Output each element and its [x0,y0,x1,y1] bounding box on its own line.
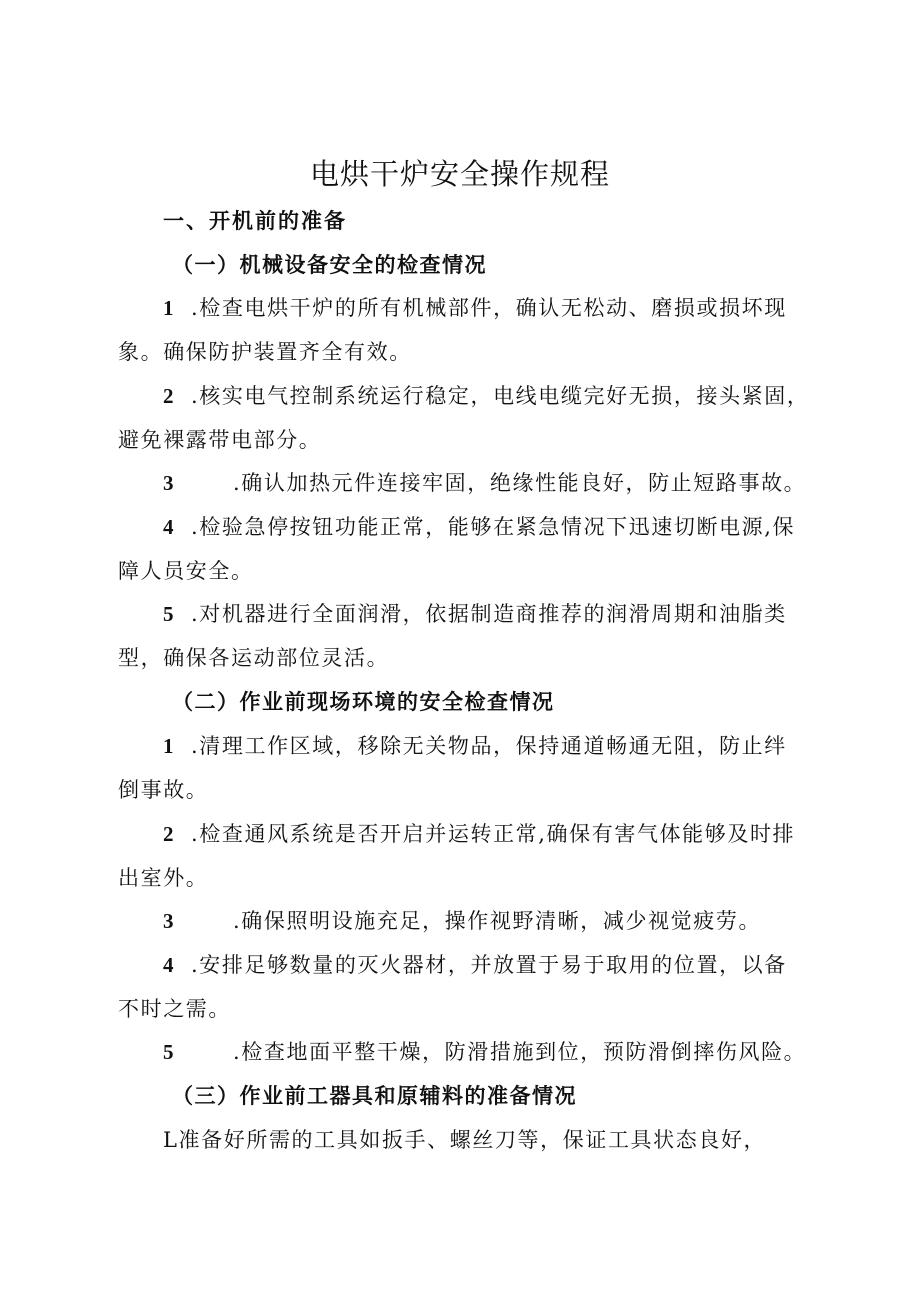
item-text: .安排足够数量的灭火器材，并放置于易于取用的位置，以备 [191,953,787,977]
item-number: 4 [163,953,176,977]
paragraph-line: 出室外。 [118,866,209,890]
item-number: 5 [163,1040,176,1064]
subsection-heading-machinery: （一）机械设备安全的检查情况 [172,252,487,277]
paragraph-line [163,599,787,629]
item-text: .检验急停按钮功能正常，能够在紧急情况下迅速切断电源,保 [191,515,796,539]
paragraph-line [163,906,761,936]
item-number: 1 [163,734,176,758]
paragraph-line [163,950,787,980]
paragraph-line [163,512,795,542]
paragraph-line: 避免裸露带电部分。 [118,428,322,452]
item-number: 3 [163,909,176,933]
item-text: .对机器进行全面润滑，依据制造商推荐的润滑周期和油脂类 [191,602,787,626]
section-heading-prestart: 一、开机前的准备 [163,208,347,233]
paragraph-line: 象。确保防护装置齐全有效。 [118,340,412,364]
paragraph-line [163,819,795,849]
item-number: 4 [163,515,176,539]
paragraph-line: 倒事故。 [118,778,209,802]
item-number: 1 [163,296,176,320]
paragraph-line [163,731,787,761]
paragraph-line: L准备好所需的工具如扳手、螺丝刀等，保证工具状态良好， [163,1128,767,1152]
document-title: 电烘干炉安全操作规程 [309,157,610,191]
item-text: .确保照明设施充足，操作视野清晰，减少视觉疲劳。 [233,909,762,933]
item-number: 2 [163,384,176,408]
item-text: .清理工作区域，移除无关物品，保持通道畅通无阻，防止绊 [191,734,787,758]
item-text: .检查地面平整干燥，防滑措施到位，预防滑倒摔伤风险。 [233,1040,807,1064]
paragraph-line: 不时之需。 [118,997,231,1021]
item-text: .确认加热元件连接牢固，绝缘性能良好，防止短路事故。 [233,471,807,495]
item-number: 2 [163,822,176,846]
item-text: .检查电烘干炉的所有机械部件，确认无松动、磨损或损坏现 [191,296,787,320]
paragraph-line [163,468,806,498]
item-text: .核实电气控制系统运行稳定，电线电缆完好无损，接头紧固， [191,384,810,408]
paragraph-line [163,293,787,323]
paragraph-line [163,1037,806,1067]
paragraph-line: 障人员安全。 [118,559,254,583]
subsection-heading-environment: （二）作业前现场环境的安全检查情况 [172,689,555,714]
paragraph-line: 型，确保各运动部位灵活。 [118,646,390,670]
item-text: .检查通风系统是否开启并运转正常,确保有害气体能够及时排 [191,822,796,846]
paragraph-line [163,381,809,411]
item-number: 5 [163,602,176,626]
item-number: 3 [163,471,176,495]
subsection-heading-tools: （三）作业前工器具和原辅料的准备情况 [172,1083,577,1108]
